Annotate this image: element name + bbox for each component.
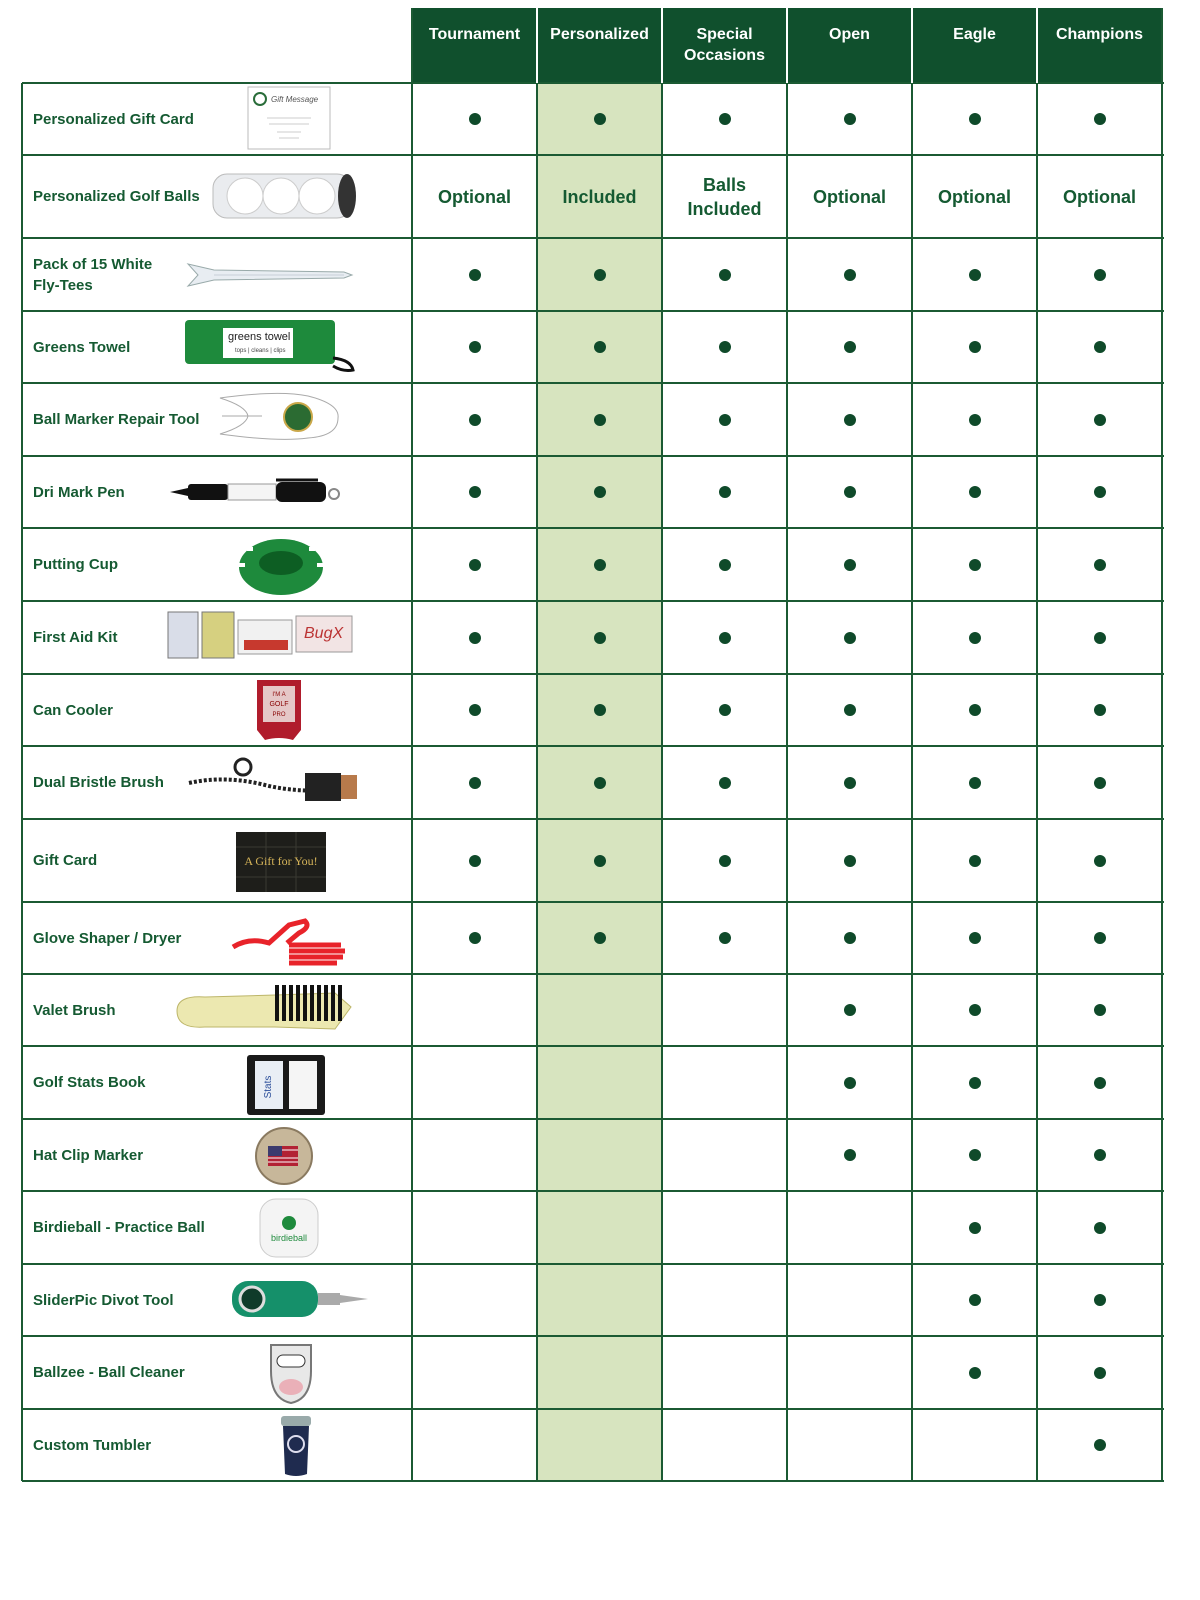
header-separator xyxy=(786,8,788,83)
included-dot xyxy=(969,486,981,498)
included-dot xyxy=(469,632,481,644)
svg-text:Gift Message: Gift Message xyxy=(271,95,319,104)
cell-text-balls-included: Balls Included xyxy=(687,174,762,219)
included-dot xyxy=(969,1077,981,1089)
included-dot xyxy=(969,113,981,125)
included-dot xyxy=(594,855,606,867)
row-label-valet-brush: Valet Brush xyxy=(33,1001,116,1019)
header-separator xyxy=(1036,8,1038,83)
included-dot xyxy=(469,113,481,125)
included-dot xyxy=(719,932,731,944)
hat-clip-marker-icon xyxy=(248,1126,320,1193)
included-dot xyxy=(594,341,606,353)
included-dot xyxy=(969,1222,981,1234)
golf-tee-icon xyxy=(184,258,354,297)
svg-text:I'M A: I'M A xyxy=(272,692,286,698)
row-label-hat-clip-marker: Hat Clip Marker xyxy=(33,1146,144,1164)
tumbler-icon xyxy=(279,1414,313,1483)
row-label-ballzee-ball-cleaner: Ballzee - Ball Cleaner xyxy=(33,1364,185,1381)
row-label-custom-tumbler: Custom Tumbler xyxy=(33,1436,152,1454)
included-dot xyxy=(719,777,731,789)
included-dot xyxy=(469,341,481,353)
column-header-special-occasions: Special Occasions xyxy=(662,8,787,83)
included-dot xyxy=(719,704,731,716)
row-label-pack-of-15-white-fly-tees: Pack of 15 White Fly-Tees xyxy=(33,255,153,294)
first-aid-kit-icon xyxy=(166,610,354,665)
included-dot xyxy=(469,932,481,944)
included-dot xyxy=(969,932,981,944)
header-separator xyxy=(911,8,913,83)
row-label-birdieball-practice-ball: Birdieball - Practice Ball xyxy=(33,1219,205,1236)
included-dot xyxy=(844,855,856,867)
included-dot xyxy=(969,632,981,644)
svg-text:tops | cleans | clips: tops | cleans | clips xyxy=(235,348,286,354)
included-dot xyxy=(844,632,856,644)
row-label-personalized-golf-balls: Personalized Golf Balls xyxy=(33,188,200,205)
included-dot xyxy=(469,777,481,789)
included-dot xyxy=(1094,1439,1106,1451)
row-label-ball-marker-repair-tool: Ball Marker Repair Tool xyxy=(33,411,200,428)
column-header-eagle: Eagle xyxy=(912,8,1037,83)
included-dot xyxy=(594,704,606,716)
included-dot xyxy=(719,486,731,498)
valet-brush-icon xyxy=(175,983,357,1042)
cell-text-optional: Optional xyxy=(938,186,1011,207)
included-dot xyxy=(469,269,481,281)
included-dot xyxy=(969,1149,981,1161)
included-dot xyxy=(594,932,606,944)
included-dot xyxy=(469,414,481,426)
included-dot xyxy=(719,632,731,644)
included-dot xyxy=(844,1077,856,1089)
included-dot xyxy=(1094,1367,1106,1379)
included-dot xyxy=(1094,704,1106,716)
included-dot xyxy=(1094,414,1106,426)
row-label-greens-towel: Greens Towel xyxy=(33,338,131,356)
included-dot xyxy=(594,777,606,789)
included-dot xyxy=(1094,113,1106,125)
svg-text:PRO: PRO xyxy=(272,712,286,718)
svg-text:A Gift for You!: A Gift for You! xyxy=(244,854,318,868)
cell-text-optional: Optional xyxy=(813,186,886,207)
birdieball-icon xyxy=(258,1197,320,1264)
row-label-dual-bristle-brush: Dual Bristle Brush xyxy=(33,774,164,791)
included-dot xyxy=(969,1367,981,1379)
column-header-personalized: Personalized xyxy=(537,8,662,83)
included-dot xyxy=(844,113,856,125)
included-dot xyxy=(1094,1222,1106,1234)
included-dot xyxy=(969,341,981,353)
included-dot xyxy=(719,113,731,125)
included-dot xyxy=(844,559,856,571)
included-dot xyxy=(594,269,606,281)
divot-tool-icon xyxy=(230,1277,370,1326)
included-dot xyxy=(469,855,481,867)
included-dot xyxy=(1094,1294,1106,1306)
column-header-tournament: Tournament xyxy=(412,8,537,83)
column-header-champions: Champions xyxy=(1037,8,1162,83)
included-dot xyxy=(844,777,856,789)
included-dot xyxy=(594,632,606,644)
header-separator xyxy=(661,8,663,83)
included-dot xyxy=(594,113,606,125)
svg-text:BugX: BugX xyxy=(304,625,344,642)
included-dot xyxy=(469,704,481,716)
greens-towel-icon xyxy=(183,318,359,379)
header-separator xyxy=(536,8,538,83)
svg-text:greens towel: greens towel xyxy=(228,331,291,343)
included-dot xyxy=(844,414,856,426)
row-label-golf-stats-book: Golf Stats Book xyxy=(33,1074,146,1091)
row-label-can-cooler: Can Cooler xyxy=(33,701,114,719)
divot-repair-tool-icon xyxy=(218,390,342,447)
included-dot xyxy=(1094,1077,1106,1089)
golf-balls-tube-icon xyxy=(209,170,359,227)
included-dot xyxy=(1094,486,1106,498)
included-dot xyxy=(719,341,731,353)
svg-text:GOLF: GOLF xyxy=(269,701,289,708)
included-dot xyxy=(1094,1004,1106,1016)
included-dot xyxy=(969,414,981,426)
cell-text-optional: Optional xyxy=(438,186,511,207)
row-label-dri-mark-pen: Dri Mark Pen xyxy=(33,483,125,501)
row-label-glove-shaper-dryer: Glove Shaper / Dryer xyxy=(33,929,182,947)
included-dot xyxy=(1094,1149,1106,1161)
included-dot xyxy=(469,486,481,498)
included-dot xyxy=(469,559,481,571)
included-dot xyxy=(1094,632,1106,644)
included-dot xyxy=(844,1149,856,1161)
putting-cup-icon xyxy=(237,533,325,602)
included-dot xyxy=(719,414,731,426)
gift-card-icon xyxy=(247,86,331,155)
can-cooler-icon xyxy=(253,678,305,751)
included-dot xyxy=(594,414,606,426)
included-dot xyxy=(969,559,981,571)
included-dot xyxy=(969,855,981,867)
cell-text-included: Included xyxy=(562,186,637,207)
row-label-sliderpic-divot-tool: SliderPic Divot Tool xyxy=(33,1291,174,1309)
cell-text-optional: Optional xyxy=(1063,186,1136,207)
included-dot xyxy=(1094,269,1106,281)
included-dot xyxy=(594,486,606,498)
included-dot xyxy=(844,341,856,353)
included-dot xyxy=(844,269,856,281)
included-dot xyxy=(844,1004,856,1016)
included-dot xyxy=(1094,932,1106,944)
row-label-personalized-gift-card: Personalized Gift Card xyxy=(33,110,194,128)
included-dot xyxy=(969,704,981,716)
included-dot xyxy=(969,1004,981,1016)
included-dot xyxy=(969,1294,981,1306)
gift-card-dark-icon xyxy=(236,832,326,897)
included-dot xyxy=(1094,341,1106,353)
table-left-border xyxy=(21,83,23,1481)
included-dot xyxy=(1094,777,1106,789)
included-dot xyxy=(719,559,731,571)
row-label-gift-card: Gift Card xyxy=(33,852,98,869)
ball-cleaner-icon xyxy=(265,1341,317,1410)
included-dot xyxy=(719,855,731,867)
included-dot xyxy=(1094,855,1106,867)
row-label-putting-cup: Putting Cup xyxy=(33,556,118,573)
stats-book-icon xyxy=(245,1053,327,1122)
included-dot xyxy=(969,777,981,789)
included-dot xyxy=(594,559,606,571)
included-dot xyxy=(1094,559,1106,571)
included-dot xyxy=(844,486,856,498)
included-dot xyxy=(844,704,856,716)
row-label-first-aid-kit: First Aid Kit xyxy=(33,629,118,646)
included-dot xyxy=(844,932,856,944)
included-dot xyxy=(719,269,731,281)
column-header-open: Open xyxy=(787,8,912,83)
glove-shaper-icon xyxy=(229,917,351,976)
svg-text:Stats: Stats xyxy=(263,1075,274,1099)
marker-pen-icon xyxy=(168,474,342,509)
bristle-brush-icon xyxy=(185,755,361,814)
included-dot xyxy=(969,269,981,281)
svg-text:birdieball: birdieball xyxy=(270,1233,308,1243)
